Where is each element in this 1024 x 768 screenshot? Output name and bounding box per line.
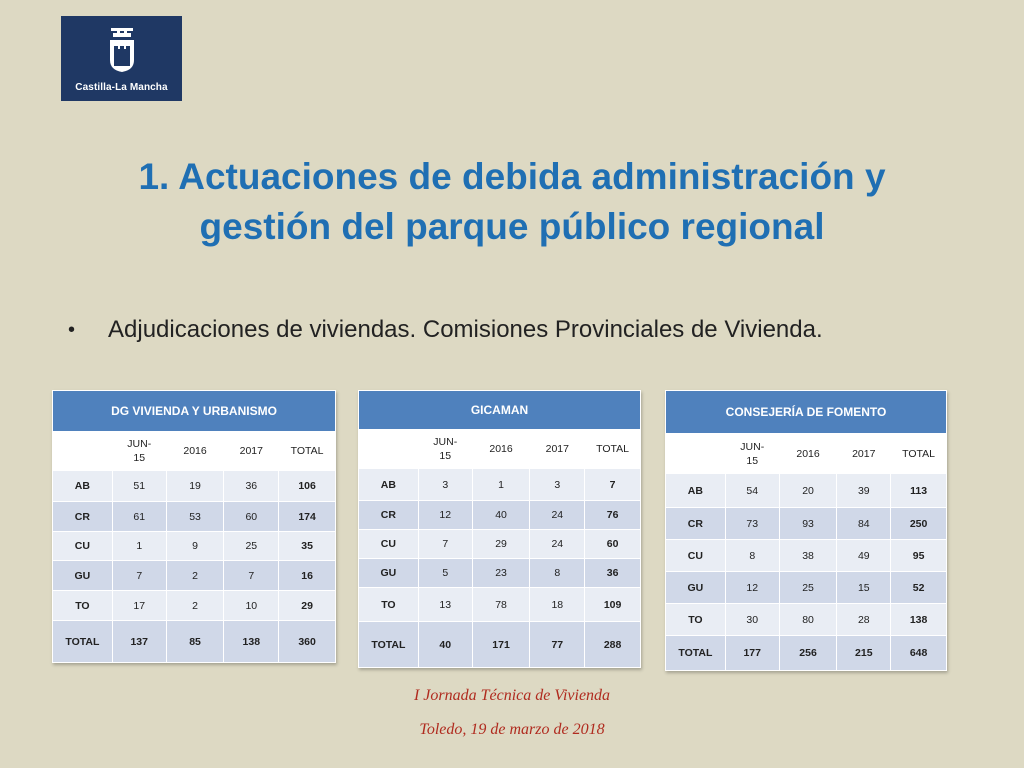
table-cell: 36 [224, 471, 279, 502]
table-row [666, 636, 947, 671]
table-row [359, 530, 641, 559]
row-label: AB [666, 474, 726, 508]
row-label: CR [53, 502, 113, 532]
table-cell: 25 [779, 572, 837, 604]
bullet-dot-icon: • [68, 318, 76, 341]
table-cell: 35 [279, 532, 336, 561]
table-cell: 95 [891, 540, 947, 572]
table-row [359, 559, 641, 588]
table-row [666, 572, 947, 604]
table-cell: 7 [224, 561, 279, 591]
table-cell: 54 [725, 474, 779, 508]
column-header: 2017 [837, 434, 891, 474]
column-header: JUN-15 [112, 432, 166, 471]
table-row [53, 502, 336, 532]
row-label: TO [53, 591, 113, 621]
table-cell: 12 [418, 501, 472, 530]
table-row [359, 501, 641, 530]
table-cell: 174 [279, 502, 336, 532]
table-cell: 7 [418, 530, 472, 559]
table-cell: 1 [112, 532, 166, 561]
title-line-2: gestión del parque público regional [199, 206, 825, 247]
table-cell: 17 [112, 591, 166, 621]
table-cell: 138 [891, 604, 947, 636]
column-header: 2016 [472, 430, 530, 469]
column-header: 2017 [530, 430, 585, 469]
table-row [666, 508, 947, 540]
page-title [0, 152, 1024, 252]
table-cell: 60 [224, 502, 279, 532]
table-cell: 24 [530, 530, 585, 559]
table-cell: 8 [530, 559, 585, 588]
table-cell: 23 [472, 559, 530, 588]
table-cell: 215 [837, 636, 891, 671]
table-cell: 24 [530, 501, 585, 530]
column-header-row [53, 432, 336, 471]
table-cell: 49 [837, 540, 891, 572]
table-cell: 171 [472, 622, 530, 668]
table-cell: 40 [418, 622, 472, 668]
table-cell: 25 [224, 532, 279, 561]
table-cell: 7 [585, 469, 641, 501]
table-cell: 360 [279, 621, 336, 663]
table-cell: 84 [837, 508, 891, 540]
table-cell: 2 [166, 591, 224, 621]
table-cell: 106 [279, 471, 336, 502]
table-cell: 256 [779, 636, 837, 671]
row-label: CU [359, 530, 419, 559]
table-cell: 9 [166, 532, 224, 561]
row-label: TOTAL [53, 621, 113, 663]
table-cell: 8 [725, 540, 779, 572]
table-cell: 5 [418, 559, 472, 588]
table-cell: 15 [837, 572, 891, 604]
table-cell: 80 [779, 604, 837, 636]
footer-line-2: Toledo, 19 de marzo de 2018 [419, 721, 605, 738]
table-cell: 30 [725, 604, 779, 636]
column-header: 2017 [224, 432, 279, 471]
table-cell: 109 [585, 588, 641, 622]
row-label: CU [53, 532, 113, 561]
row-label: GU [53, 561, 113, 591]
table-row [359, 588, 641, 622]
row-label: TOTAL [666, 636, 726, 671]
table-cell: 10 [224, 591, 279, 621]
column-header: TOTAL [279, 432, 336, 471]
table-cell: 53 [166, 502, 224, 532]
table-row [359, 622, 641, 668]
table-cell: 20 [779, 474, 837, 508]
column-header [666, 434, 726, 474]
column-header-row [359, 430, 641, 469]
column-header: 2016 [779, 434, 837, 474]
table-gicaman [358, 390, 641, 668]
table-cell: 7 [112, 561, 166, 591]
table-cell: 36 [585, 559, 641, 588]
table-row [53, 471, 336, 502]
table-row [666, 474, 947, 508]
table-cell: 51 [112, 471, 166, 502]
table-cell: 29 [472, 530, 530, 559]
table-title: GICAMAN [359, 391, 641, 430]
table-title: DG VIVIENDA Y URBANISMO [53, 391, 336, 432]
bullet-text: Adjudicaciones de viviendas. Comisiones Provinciales de Vivienda. [108, 316, 823, 343]
table-cell: 52 [891, 572, 947, 604]
column-header: JUN-15 [418, 430, 472, 469]
column-header: TOTAL [891, 434, 947, 474]
table-cell: 3 [530, 469, 585, 501]
table-cell: 18 [530, 588, 585, 622]
table-cell: 28 [837, 604, 891, 636]
row-label: TO [666, 604, 726, 636]
column-header-row [666, 434, 947, 474]
row-label: CU [666, 540, 726, 572]
table-row [53, 591, 336, 621]
table-cell: 38 [779, 540, 837, 572]
table-cell: 78 [472, 588, 530, 622]
table-cell: 138 [224, 621, 279, 663]
table-cell: 85 [166, 621, 224, 663]
table-cell: 29 [279, 591, 336, 621]
row-label: AB [53, 471, 113, 502]
table-row [53, 561, 336, 591]
logo-text: Castilla-La Mancha [75, 82, 168, 93]
table-row [666, 604, 947, 636]
title-line-1: 1. Actuaciones de debida administración y [138, 156, 886, 197]
row-label: TOTAL [359, 622, 419, 668]
table-cell: 648 [891, 636, 947, 671]
column-header [359, 430, 419, 469]
table-row [666, 540, 947, 572]
footer-line-1: I Jornada Técnica de Vivienda [413, 687, 611, 704]
column-header: TOTAL [585, 430, 641, 469]
logo [61, 16, 182, 101]
table-cell: 137 [112, 621, 166, 663]
table-cell: 250 [891, 508, 947, 540]
table-row [359, 469, 641, 501]
table-cell: 16 [279, 561, 336, 591]
castle-coat-of-arms-icon [109, 16, 135, 77]
table-cell: 2 [166, 561, 224, 591]
table-cell: 93 [779, 508, 837, 540]
table-cell: 40 [472, 501, 530, 530]
table-cell: 60 [585, 530, 641, 559]
row-label: TO [359, 588, 419, 622]
table-cell: 73 [725, 508, 779, 540]
table-row [53, 532, 336, 561]
table-cell: 177 [725, 636, 779, 671]
column-header [53, 432, 113, 471]
row-label: GU [666, 572, 726, 604]
table-cell: 19 [166, 471, 224, 502]
table-cell: 288 [585, 622, 641, 668]
table-cell: 12 [725, 572, 779, 604]
table-consejeria-fomento [665, 390, 947, 671]
table-cell: 3 [418, 469, 472, 501]
table-cell: 1 [472, 469, 530, 501]
table-title: CONSEJERÍA DE FOMENTO [666, 391, 947, 434]
column-header: 2016 [166, 432, 224, 471]
table-cell: 77 [530, 622, 585, 668]
row-label: CR [666, 508, 726, 540]
table-dg-vivienda [52, 390, 336, 663]
table-cell: 76 [585, 501, 641, 530]
row-label: GU [359, 559, 419, 588]
table-row [53, 621, 336, 663]
table-cell: 39 [837, 474, 891, 508]
table-cell: 113 [891, 474, 947, 508]
column-header: JUN-15 [725, 434, 779, 474]
bullet-item [68, 316, 823, 344]
row-label: CR [359, 501, 419, 530]
table-cell: 61 [112, 502, 166, 532]
row-label: AB [359, 469, 419, 501]
table-cell: 13 [418, 588, 472, 622]
